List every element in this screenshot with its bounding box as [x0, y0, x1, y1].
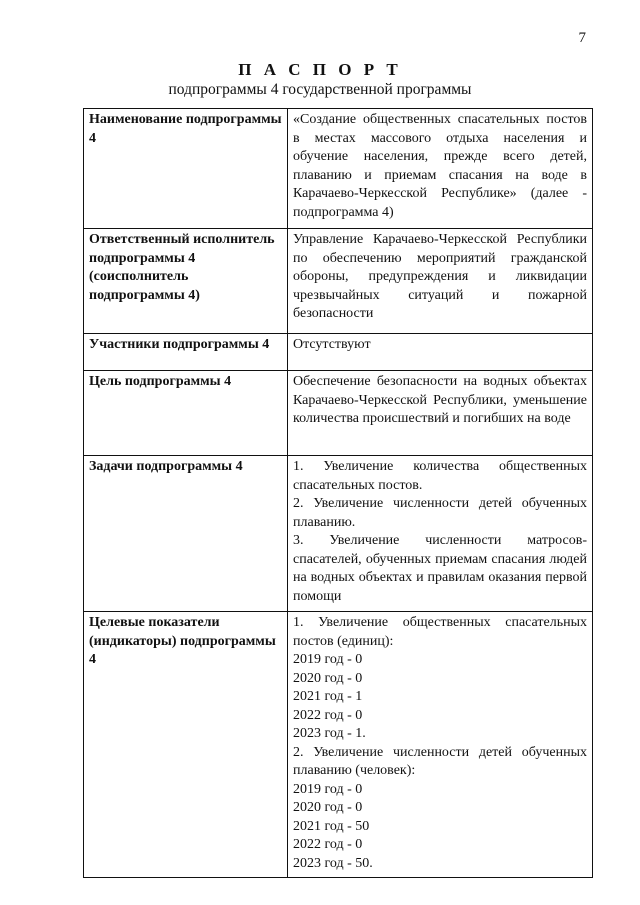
- row-label: Участники подпрограммы 4: [84, 334, 288, 371]
- row-value: «Создание общественных спасательных постов в местах массового отдыха населения и обучение населения, прежде всего детей, плаванию и приемам спасания на воде в Карачаево-Черкесской Республике» (далее - подпрограмма 4): [288, 109, 593, 229]
- document-subtitle: подпрограммы 4 государственной программы: [168, 81, 472, 98]
- indicator-line: 2020 год - 0: [293, 670, 363, 686]
- indicator-line: 2022 год - 0: [293, 707, 363, 723]
- row-label: Цель подпрограммы 4: [84, 371, 288, 456]
- indicator-line: 2021 год - 1: [293, 689, 363, 704]
- page-number: 7: [578, 30, 586, 46]
- row-label: Целевые показатели (индикаторы) подпрограммы 4: [84, 612, 288, 878]
- row-label: Задачи подпрограммы 4: [84, 456, 288, 612]
- indicator-line: 2019 год - 0: [293, 781, 363, 797]
- document-title: П А С П О Р Т: [238, 60, 402, 79]
- table-row-participants: [84, 334, 593, 371]
- table-row-indicators: [84, 612, 593, 878]
- row-label: Ответственный исполнитель подпрограммы 4 (соисполнитель подпрограммы 4): [84, 229, 288, 334]
- row-value: [288, 456, 593, 612]
- row-value: Обеспечение безопасности на водных объектах Карачаево-Черкесской Республики, уменьшение количества происшествий и погибших на воде: [288, 371, 593, 456]
- row-value: Отсутствуют: [288, 334, 593, 371]
- indicator-line: 2019 год - 0: [293, 652, 363, 667]
- table-row-name: [84, 109, 593, 229]
- indicator-line: 2023 год - 50.: [293, 855, 373, 871]
- indicator-line: 1. Увеличение общественных спасательных постов (единиц):: [293, 615, 587, 649]
- indicator-line: 2023 год - 1.: [293, 726, 366, 741]
- table-row-goal: [84, 371, 593, 456]
- task-item: 2. Увеличение численности детей обученных плаванию.: [293, 496, 587, 530]
- row-value: Управление Карачаево-Черкесской Республики по обеспечению мероприятий гражданской обороны, предупреждения и ликвидации чрезвычайных ситуаций и пожарной безопасности: [288, 229, 593, 334]
- task-item: 1. Увеличение количества общественных спасательных постов.: [293, 459, 587, 493]
- indicator-line: 2020 год - 0: [293, 800, 363, 815]
- row-value: [288, 612, 593, 878]
- row-label: Наименование подпрограммы 4: [84, 109, 288, 229]
- indicator-line: 2021 год - 50: [293, 818, 370, 834]
- table-row-executor: [84, 229, 593, 334]
- indicator-line: 2022 год - 0: [293, 837, 363, 852]
- passport-table: [83, 108, 593, 878]
- table-row-tasks: [84, 456, 593, 612]
- indicator-line: 2. Увеличение численности детей обученных плаванию (человек):: [293, 744, 587, 778]
- task-item: 3. Увеличение численности матросов-спасателей, обученных приемам спасания людей на водных объектах и правилам оказания первой помощи: [293, 533, 587, 604]
